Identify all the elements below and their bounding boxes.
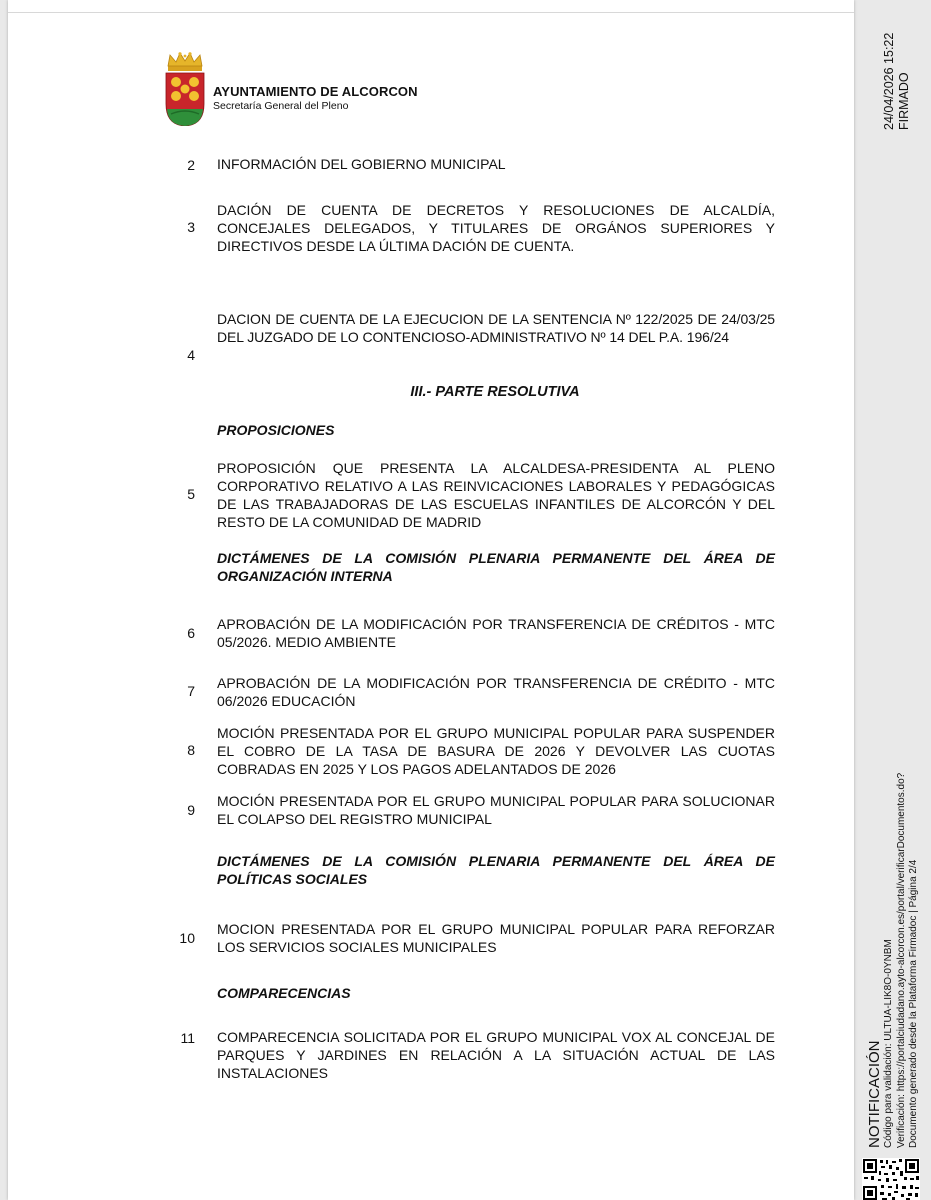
item-number: 4 [187, 347, 195, 363]
item-number: 9 [187, 802, 195, 818]
item-text: MOCION PRESENTADA POR EL GRUPO MUNICIPAL POPULAR PARA REFORZAR LOS SERVICIOS SOCIALES MUNICIPALES [217, 921, 775, 955]
organization-subtitle: Secretaría General del Pleno [213, 100, 349, 112]
item-number: 6 [187, 625, 195, 641]
item-text: MOCIÓN PRESENTADA POR EL GRUPO MUNICIPAL POPULAR PARA SUSPENDER EL COBRO DE LA TASA DE BASURA DE 2026 Y DEVOLVER LAS CUOTAS COBRADAS EN 2025 Y LOS PAGOS ADELANTADOS DE 2026 [217, 725, 775, 777]
verification-url: Verificación: https://portalciudadano.ayto-alcorcon.es/portal/verificarDocumentos.do? [895, 772, 907, 1148]
validation-block [866, 773, 921, 1148]
item-number: 8 [187, 742, 195, 758]
item-text: DACIÓN DE CUENTA DE DECRETOS Y RESOLUCIONES DE ALCALDÍA, CONCEJALES DELEGADOS, Y TITULARES DE ORGÁNOS SUPERIORES Y DIRECTIVOS DESDE LA ÚLTIMA DACIÓN DE CUENTA. [217, 202, 775, 254]
section-heading-politicas-sociales: DICTÁMENES DE LA COMISIÓN PLENARIA PERMANENTE DEL ÁREA DE POLÍTICAS SOCIALES [217, 853, 775, 887]
signed-date: 24/04/2026 15:22 [882, 32, 896, 130]
item-number: 7 [187, 683, 195, 699]
qr-code-icon [862, 1158, 920, 1200]
signature-stamp [882, 33, 912, 130]
document-page [8, 0, 854, 1200]
item-number: 5 [187, 486, 195, 502]
item-number: 11 [180, 1030, 195, 1046]
item-text: PROPOSICIÓN QUE PRESENTA LA ALCALDESA-PRESIDENTA AL PLENO CORPORATIVO RELATIVO A LAS REINVICACIONES LABORALES Y PEDAGÓGICAS DE LAS TRABAJADORAS DE LAS ESCUELAS INFANTILES DE ALCORCÓN Y DEL RESTO DE LA COMUNIDAD DE MADRID [217, 460, 775, 530]
item-text: INFORMACIÓN DEL GOBIERNO MUNICIPAL [217, 156, 506, 172]
item-number: 2 [187, 157, 195, 173]
item-text: COMPARECENCIA SOLICITADA POR EL GRUPO MUNICIPAL VOX AL CONCEJAL DE PARQUES Y JARDINES EN RELACIÓN A LA SITUACIÓN ACTUAL DE LAS INSTALACIONES [217, 1029, 775, 1081]
signed-status: FIRMADO [897, 72, 911, 130]
coat-of-arms-logo [165, 52, 205, 126]
item-text: DACION DE CUENTA DE LA EJECUCION DE LA SENTENCIA Nº 122/2025 DE 24/03/25 DEL JUZGADO DE LO CONTENCIOSO-ADMINISTRATIVO Nº 14 DEL P.A. 196/24 [217, 311, 775, 345]
page-top-border [8, 12, 854, 13]
item-number: 10 [179, 930, 195, 946]
section-heading-comparecencias: COMPARECENCIAS [217, 985, 351, 1001]
validation-code: Código para validación: ULTUA-LIK8O-0YNBM [883, 939, 894, 1148]
generated-by: Documento generado desde la Plataforma Firmadoc | Página 2/4 [908, 859, 919, 1148]
section-heading-proposiciones: PROPOSICIONES [217, 422, 335, 438]
item-text: APROBACIÓN DE LA MODIFICACIÓN POR TRANSFERENCIA DE CRÉDITO - MTC 06/2026 EDUCACIÓN [217, 675, 775, 709]
item-text: MOCIÓN PRESENTADA POR EL GRUPO MUNICIPAL POPULAR PARA SOLUCIONAR EL COLAPSO DEL REGISTRO MUNICIPAL [217, 793, 775, 827]
notification-label: NOTIFICACIÓN [866, 1040, 883, 1148]
section-heading-parte-resolutiva: III.- PARTE RESOLUTIVA [410, 384, 580, 400]
section-heading-organizacion-interna: DICTÁMENES DE LA COMISIÓN PLENARIA PERMANENTE DEL ÁREA DE ORGANIZACIÓN INTERNA [217, 550, 775, 584]
item-number: 3 [187, 219, 195, 235]
item-text: APROBACIÓN DE LA MODIFICACIÓN POR TRANSFERENCIA DE CRÉDITOS - MTC 05/2026. MEDIO AMBIENTE [217, 616, 775, 650]
organization-name: AYUNTAMIENTO DE ALCORCON [213, 84, 418, 99]
